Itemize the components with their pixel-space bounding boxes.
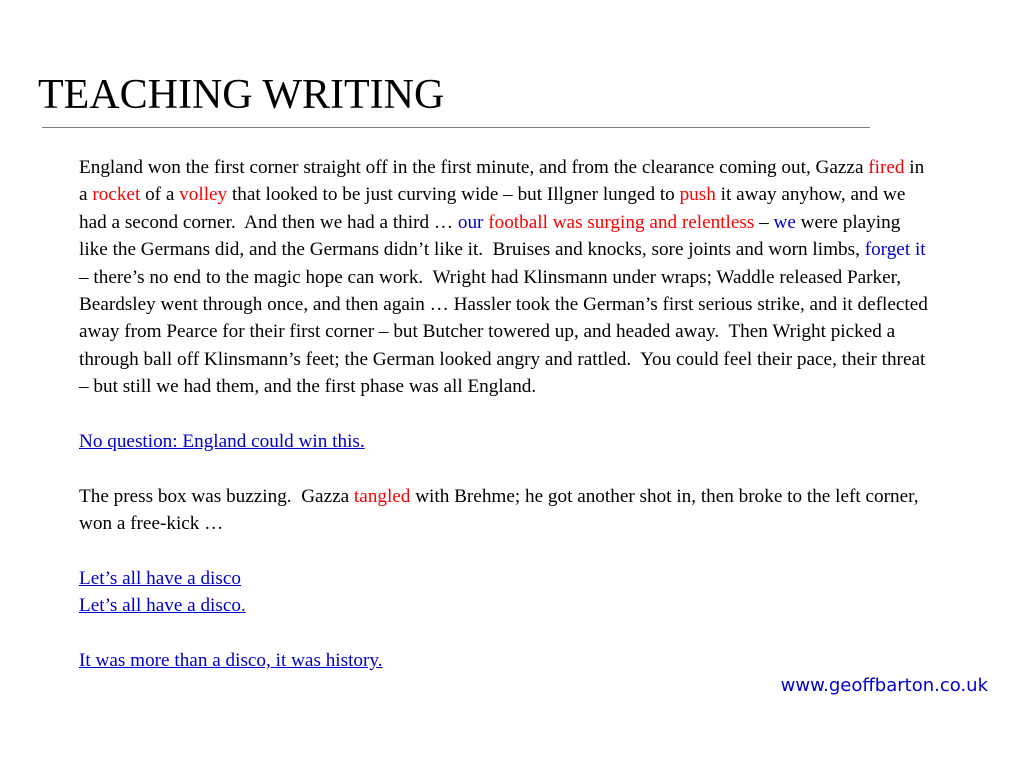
line-history <box>79 647 929 674</box>
p1-seg: were playing like the Germans did, and the Germans didn’t like it. Bruises and knocks, sore joints and worn limbs, <box>79 211 901 261</box>
p2-seg: with Brehme; he got another shot in, then broke to the left corner, won a free-kick … <box>79 485 919 535</box>
line-disco-1 <box>79 565 929 592</box>
spacer <box>79 455 929 482</box>
highlight-phrase-surging: football was surging and relentless <box>488 211 755 233</box>
spacer <box>79 538 929 565</box>
p1-seg: of a <box>140 184 180 206</box>
footer-website-url[interactable]: www.geoffbarton.co.uk <box>780 675 988 696</box>
p2-seg: The press box was buzzing. Gazza <box>79 485 354 507</box>
p1-seg: that looked to be just curving wide – but Illgner lunged to <box>227 184 680 206</box>
p1-seg: – <box>754 211 774 233</box>
p1-seg: England won the first corner straight off in the first minute, and from the clearance coming out, Gazza <box>79 157 869 178</box>
highlight-word-fired: fired <box>868 157 905 178</box>
highlight-word-volley: volley <box>179 184 228 206</box>
title-underline-rule <box>42 127 870 128</box>
line-no-question <box>79 428 929 455</box>
spacer <box>79 401 929 428</box>
highlight-word-our: our <box>457 211 484 233</box>
highlight-word-rocket: rocket <box>92 184 141 206</box>
line-disco-2 <box>79 592 929 619</box>
p1-seg: it away anyhow, and we had a second corner. And then we had a third … <box>79 184 906 233</box>
link-history[interactable]: It was more than a disco, it was history. <box>79 650 383 672</box>
link-no-question[interactable]: No question: England could win this. <box>79 431 365 453</box>
highlight-word-push: push <box>679 184 716 206</box>
paragraph-match-report <box>79 154 929 401</box>
slide-body <box>79 154 929 675</box>
p1-seg: – there’s no end to the magic hope can work. Wright had Klinsmann under wraps; Waddle released Parker, Beardsley went through once, and then again … Hassler took the German’s first serious strike, and it deflected away from Pearce for their first corner – but Butcher towered up, and headed away. Then Wright picked a through ball off Klinsmann’s feet; the German looked angry and rattled. You could feel their pace, their threat – but still we had them, and the first phase was all England. <box>79 266 928 398</box>
p1-seg: in a <box>79 157 925 206</box>
link-disco-2[interactable]: Let’s all have a disco. <box>79 595 246 617</box>
highlight-word-we: we <box>773 211 796 233</box>
link-disco-1[interactable]: Let’s all have a disco <box>79 568 241 590</box>
highlight-phrase-forget-it: forget it <box>864 239 926 261</box>
slide-title: TEACHING WRITING <box>38 72 445 118</box>
paragraph-press-box <box>79 483 929 538</box>
spacer <box>79 620 929 647</box>
highlight-word-tangled: tangled <box>353 485 411 507</box>
